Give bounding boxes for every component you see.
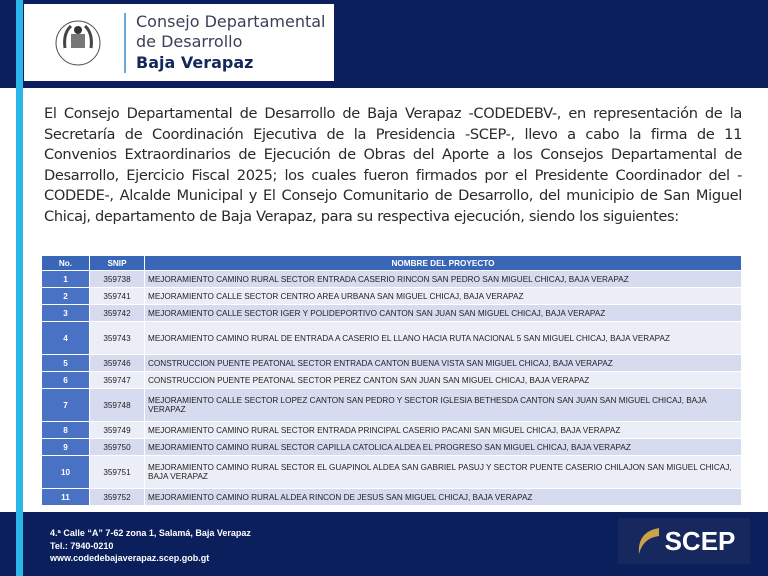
row-number: 3: [42, 305, 90, 321]
col-header-snip: SNIP: [90, 256, 145, 270]
row-project-name: MEJORAMIENTO CAMINO RURAL ALDEA RINCON DE JESUS SAN MIGUEL CHICAJ, BAJA VERAPAZ: [145, 489, 742, 505]
table-row: [42, 422, 742, 438]
logo-line3: Baja Verapaz: [136, 52, 254, 72]
row-project-name: MEJORAMIENTO CAMINO RURAL SECTOR ENTRADA PRINCIPAL CASERIO PACANI SAN MIGUEL CHICAJ, BAJA VERAPAZ: [145, 422, 742, 438]
logo-line1: Consejo Departamental: [136, 11, 326, 31]
scep-emblem-icon: [633, 524, 661, 558]
row-project-name: CONSTRUCCION PUENTE PEATONAL SECTOR ENTRADA CANTON BUENA VISTA SAN MIGUEL CHICAJ, BAJA VERAPAZ: [145, 355, 742, 371]
row-number: 9: [42, 439, 90, 455]
table-row: [42, 489, 742, 505]
row-project-name: MEJORAMIENTO CAMINO RURAL SECTOR ENTRADA CASERIO RINCON SAN PEDRO SAN MIGUEL CHICAJ, BAJA VERAPAZ: [145, 271, 742, 287]
row-snip: 359746: [90, 355, 145, 371]
row-number: 8: [42, 422, 90, 438]
guatemala-seal-icon: [38, 8, 118, 78]
table-row: [42, 305, 742, 321]
row-snip: 359742: [90, 305, 145, 321]
row-project-name: MEJORAMIENTO CALLE SECTOR CENTRO AREA URBANA SAN MIGUEL CHICAJ, BAJA VERAPAZ: [145, 288, 742, 304]
table-row: [42, 389, 742, 421]
row-number: 6: [42, 372, 90, 388]
row-snip: 359750: [90, 439, 145, 455]
logo-line2: de Desarrollo: [136, 31, 243, 51]
table-row: [42, 322, 742, 354]
row-number: 1: [42, 271, 90, 287]
row-snip: 359752: [90, 489, 145, 505]
footer-address: 4.ª Calle “A” 7-62 zona 1, Salamá, Baja Verapaz: [50, 528, 251, 538]
row-snip: 359751: [90, 456, 145, 488]
row-number: 10: [42, 456, 90, 488]
row-project-name: MEJORAMIENTO CAMINO RURAL SECTOR EL GUAPINOL ALDEA SAN GABRIEL PASUJ Y SECTOR PUENTE CASERIO CHILAJON SAN MIGUEL CHICAJ, BAJA VERAPAZ: [145, 456, 742, 488]
intro-paragraph: El Consejo Departamental de Desarrollo de Baja Verapaz -CODEDEBV-, en representación de la Secretaría de Coordinación Ejecutiva de la Presidencia -SCEP-, llevo a cabo la firma de 11 Convenios Extraordinarios de Ejecución de Obras del Aporte a los Consejos Departamental de Desarrollo, Ejercicio Fiscal 2025; los cuales fueron firmados por el Presidente Coordinador del -CODEDE-, Alcalde Municipal y El Consejo Comunitario de Desarrollo, del municipio de San Miguel Chicaj, departamento de Baja Verapaz, para su respectiva ejecución, siendo los siguientes:: [44, 105, 742, 225]
logo-divider: [124, 13, 126, 73]
scep-logo-text: SCEP: [664, 525, 736, 556]
row-number: 4: [42, 322, 90, 354]
table-row: [42, 372, 742, 388]
row-snip: 359747: [90, 372, 145, 388]
row-snip: 359748: [90, 389, 145, 421]
table-row: [42, 271, 742, 287]
scep-logo: [618, 518, 750, 564]
table-row: [42, 355, 742, 371]
row-snip: 359743: [90, 322, 145, 354]
footer-phone: Tel.: 7940-0210: [50, 540, 114, 551]
row-project-name: MEJORAMIENTO CALLE SECTOR LOPEZ CANTON SAN PEDRO Y SECTOR IGLESIA BETHESDA CANTON SAN JUAN SAN MIGUEL CHICAJ, BAJA VERAPAZ: [145, 389, 742, 421]
table-row: [42, 439, 742, 455]
row-number: 2: [42, 288, 90, 304]
row-number: 7: [42, 389, 90, 421]
footer-contact: [50, 527, 251, 565]
table-row: [42, 288, 742, 304]
col-header-no: No.: [42, 256, 90, 270]
row-snip: 359741: [90, 288, 145, 304]
row-project-name: CONSTRUCCION PUENTE PEATONAL SECTOR PEREZ CANTON SAN JUAN SAN MIGUEL CHICAJ, BAJA VERAPAZ: [145, 372, 742, 388]
table-row: [42, 456, 742, 488]
row-number: 5: [42, 355, 90, 371]
row-snip: 359749: [90, 422, 145, 438]
row-project-name: MEJORAMIENTO CAMINO RURAL DE ENTRADA A CASERIO EL LLANO HACIA RUTA NACIONAL 5 SAN MIGUEL CHICAJ, BAJA VERAPAZ: [145, 322, 742, 354]
row-number: 11: [42, 489, 90, 505]
projects-table: [42, 255, 742, 506]
row-snip: 359738: [90, 271, 145, 287]
codede-logo: [24, 4, 334, 81]
footer-website[interactable]: www.codedebajaverapaz.scep.gob.gt: [50, 553, 210, 563]
row-project-name: MEJORAMIENTO CAMINO RURAL SECTOR CAPILLA CATOLICA ALDEA EL PROGRESO SAN MIGUEL CHICAJ, BAJA VERAPAZ: [145, 439, 742, 455]
row-project-name: MEJORAMIENTO CALLE SECTOR IGER Y POLIDEPORTIVO CANTON SAN JUAN SAN MIGUEL CHICAJ, BAJA VERAPAZ: [145, 305, 742, 321]
accent-bar: [16, 0, 23, 576]
col-header-name: NOMBRE DEL PROYECTO: [145, 256, 742, 270]
